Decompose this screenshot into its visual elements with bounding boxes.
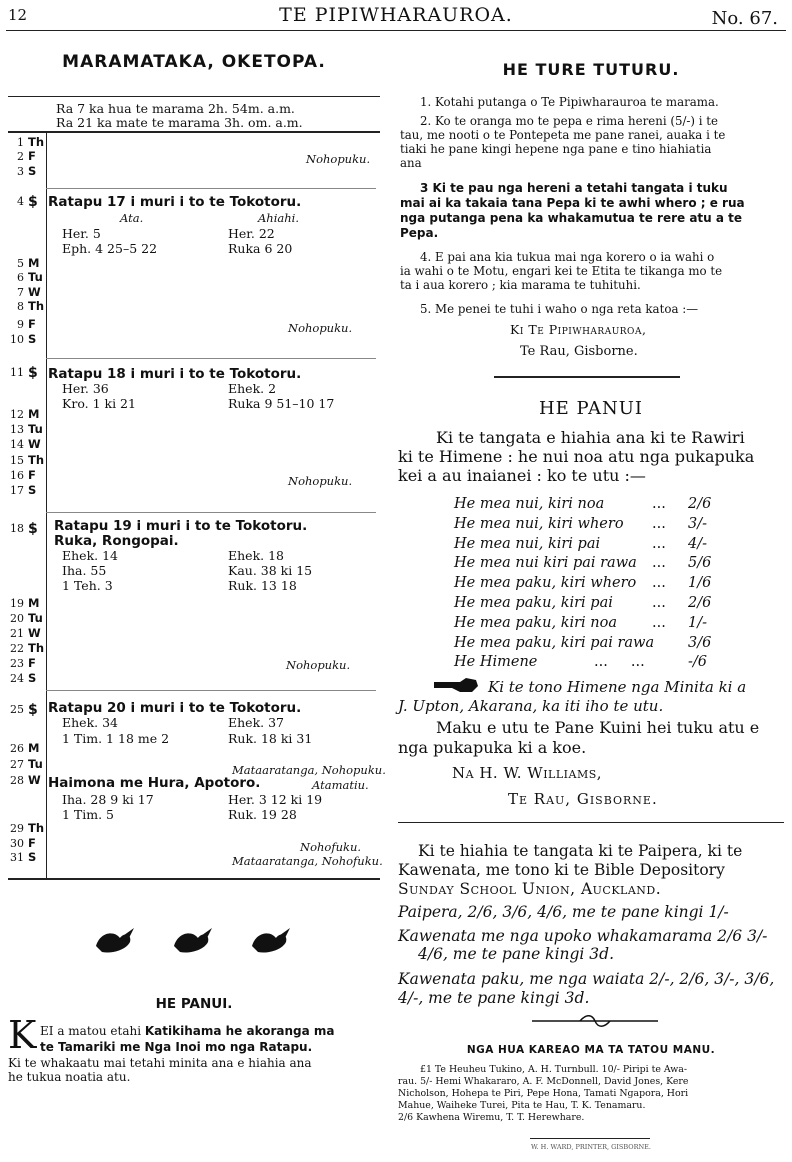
minister-note: J. Upton, Akarana, ka iti iho te utu. — [398, 697, 664, 715]
hymn-price-row — [454, 615, 754, 633]
day-number: 5 — [17, 257, 24, 270]
hymn-notice-heading: HE PANUI — [538, 398, 644, 419]
day-number: 24 — [10, 672, 24, 685]
day-number: 1 — [17, 136, 24, 149]
publication-title: TE PIPIWHARAUROA. — [279, 4, 513, 26]
weekday-letter: Th — [28, 641, 45, 655]
minister-note: Ki te tono Himene nga Minita ki a — [488, 678, 747, 696]
weekday-letter: F — [28, 317, 36, 331]
moon-phase-new: Ra 21 ka mate te marama 3h. om. a.m. — [56, 115, 303, 130]
hymn-price-row — [454, 595, 754, 613]
hymn-item-price: 3/- — [688, 515, 708, 532]
weekday-letter: Th — [28, 135, 45, 149]
rule-2: tiaki he pane kingi hepene nga pane e tino hiahiatia — [400, 142, 712, 156]
bible-price: Kawenata paku, me nga waiata 2/-, 2/6, 3/-, 3/6, — [398, 970, 775, 988]
fast-note: Nohofuku. — [300, 840, 362, 854]
week-rule — [46, 358, 376, 359]
calendar-bottom-rule — [8, 878, 380, 880]
day-number: 25 — [10, 703, 24, 716]
vigil-fast-note: Mataaratanga, Nohofuku. — [232, 854, 383, 868]
reading: Ruk. 13 18 — [228, 578, 297, 593]
sunday-marker: $ — [28, 702, 38, 718]
sunday-marker: $ — [28, 365, 38, 381]
receipts-line: rau. 5/- Hemi Whakararo, A. F. McDonnell, David Jones, Kere — [398, 1076, 689, 1087]
left-notice-heading: HE PANUI. — [155, 996, 233, 1012]
day-number: 13 — [10, 423, 24, 436]
section-rule — [494, 376, 680, 378]
hymn-price-row — [454, 635, 754, 653]
hymn-item-name: He mea nui, kiri whero — [454, 515, 624, 532]
weekday-letter: S — [28, 671, 37, 685]
leader-dots: ... — [652, 535, 666, 552]
bible-price: 4/-, me te pane kingi 3d. — [398, 989, 590, 1007]
receipts-line: 2/6 Kawhena Wiremu, T. T. Herewhare. — [398, 1112, 585, 1123]
weekday-letter: M — [28, 256, 40, 270]
printer-imprint: W. H. WARD, PRINTER, GISBORNE. — [531, 1143, 651, 1151]
receipts-line: Nicholson, Hohepa te Piri, Pepe Hona, Tamati Ngapora, Hori — [398, 1088, 689, 1099]
calendar-top-rule — [8, 96, 380, 97]
rule-1: 1. Kotahi putanga o Te Pipiwharauroa te marama. — [420, 95, 719, 109]
section-rule — [398, 822, 784, 823]
hymn-price-row — [454, 536, 754, 554]
weekday-letter: M — [28, 596, 40, 610]
day-number: 19 — [10, 597, 24, 610]
weekday-letter: S — [28, 850, 37, 864]
weekday-letter: W — [28, 285, 41, 299]
morning-label: Ata. — [120, 211, 144, 225]
hymn-price-row — [454, 575, 754, 593]
rule-3: mai ai ka takaia tana Pepa ki te awhi whero ; e rua — [400, 196, 745, 210]
weekday-letter: Th — [28, 453, 45, 467]
day-number: 7 — [17, 286, 24, 299]
hymn-item-price: -/6 — [688, 654, 708, 671]
weekday-letter: F — [28, 468, 36, 482]
weekday-letter: S — [28, 332, 37, 346]
rule-3: nga putanga pena ka whakamutua te rere atu a te — [400, 211, 743, 225]
address-line: Ki Te Pipiwharauroa, — [510, 322, 647, 337]
day-number: 3 — [17, 165, 24, 178]
rule-3: Pepa. — [400, 226, 439, 240]
address-line: Te Rau, Gisborne. — [520, 344, 638, 359]
bird-ornament-icon — [96, 928, 134, 953]
hymn-item-price: 4/- — [688, 535, 708, 552]
hymn-price-row — [454, 555, 754, 573]
dropcap: K — [8, 1013, 37, 1057]
signature-place: Te Rau, Gisborne. — [508, 790, 658, 808]
left-notice-line: EI a matou etahi Katikihama he akoranga ma — [40, 1024, 335, 1038]
calendar-rule — [8, 131, 380, 133]
weekday-letter: Th — [28, 299, 45, 313]
weekday-letter: Tu — [28, 757, 43, 771]
athanasian-note: Atamatiu. — [312, 778, 369, 792]
hymn-item-name: He mea nui, kiri noa — [454, 496, 605, 512]
rule-5: 5. Me penei te tuhi i waho o nga reta katoa :— — [420, 302, 698, 316]
day-number: 15 — [10, 454, 24, 467]
st-luke-title: Ruka, Rongopai. — [54, 533, 179, 549]
leader-dots: ... — [652, 515, 666, 532]
rule-2: tau, me nooti o te Pontepeta me pane ranei, auaka i te — [400, 128, 726, 142]
week-rule — [46, 690, 376, 691]
day-number: 16 — [10, 469, 24, 482]
left-notice-line: Ki te whakaatu mai tetahi minita ana e hiahia ana — [8, 1056, 312, 1070]
hymn-item-price: 1/- — [688, 614, 708, 631]
reading: Ruka 9 51–10 17 — [228, 396, 335, 411]
bird-ornament-icon — [174, 928, 212, 953]
simon-jude-title: Haimona me Hura, Apotoro. — [48, 775, 261, 791]
moon-phase-full: Ra 7 ka hua te marama 2h. 54m. a.m. — [56, 101, 295, 116]
day-number: 27 — [10, 758, 24, 771]
day-number: 21 — [10, 627, 24, 640]
bird-ornament-row — [90, 924, 300, 960]
week-rule — [46, 512, 376, 513]
hymn-item-name: He mea paku, kiri whero — [454, 575, 637, 592]
vigil-fast-note: Mataaratanga, Nohopuku. — [232, 763, 386, 777]
day-number: 11 — [10, 366, 24, 379]
reading: Iha. 55 — [62, 563, 107, 578]
sunday-marker: $ — [28, 194, 38, 210]
rule-4: ia wahi o te Motu, engari kei te Etita te tikanga mo te — [400, 264, 723, 278]
left-notice-line: te Tamariki me Nga Inoi mo nga Ratapu. — [40, 1040, 313, 1054]
rule-4: ta i aua korero ; kia marama te tuhituhi. — [400, 278, 641, 292]
day-number: 26 — [10, 742, 24, 755]
day-number: 6 — [17, 271, 24, 284]
reading: Ehek. 34 — [62, 715, 118, 730]
receipts-line: £1 Te Heuheu Tukino, A. H. Turnbull. 10/- Piripi te Awa- — [420, 1064, 688, 1075]
hymn-item-price: 5/6 — [688, 555, 712, 572]
calendar-column-divider — [46, 133, 47, 878]
hymn-item-price: 3/6 — [688, 634, 712, 651]
left-notice-line: he tukua noatia atu. — [8, 1070, 131, 1084]
reading: 1 Teh. 3 — [62, 578, 113, 593]
bible-notice: Kawenata, me tono ki te Bible Depository — [398, 861, 725, 879]
bible-price: Kawenata me nga upoko whakamarama 2/6 3/- — [398, 927, 768, 945]
day-number: 22 — [10, 642, 24, 655]
reading: Ehek. 14 — [62, 548, 118, 563]
sunday-19-title: Ratapu 19 i muri i to te Tokotoru. — [54, 518, 308, 534]
rule-3: 3 Ki te pau nga hereni a tetahi tangata i tuku — [420, 181, 728, 195]
sunday-marker: $ — [28, 521, 38, 537]
bird-ornament-icon — [252, 928, 290, 953]
day-number: 8 — [17, 300, 24, 313]
hymn-item-price: 2/6 — [688, 595, 712, 611]
leader-dots: ... — [652, 575, 666, 592]
rule-2: ana — [400, 156, 422, 170]
reading: Her. 36 — [62, 381, 109, 396]
issue-number: No. 67. — [711, 8, 778, 29]
receipts-heading: NGA HUA KAREAO MA TA TATOU MANU. — [466, 1044, 716, 1056]
weekday-letter: S — [28, 164, 37, 178]
reading: Eph. 4 25–5 22 — [62, 241, 158, 256]
hymn-price-row — [454, 496, 754, 514]
reading: Iha. 28 9 ki 17 — [62, 792, 154, 807]
hymn-intro: ki te Himene : he nui noa atu nga pukapuka — [398, 447, 755, 466]
reading: Kau. 38 ki 15 — [228, 563, 313, 578]
day-number: 29 — [10, 822, 24, 835]
leader-dots: ... — [652, 595, 666, 611]
hymn-item-name: He Himene — [454, 654, 538, 671]
day-number: 17 — [10, 484, 24, 497]
header-rule — [6, 30, 786, 31]
weekday-letter: Tu — [28, 422, 43, 436]
reading: Ruk. 19 28 — [228, 807, 297, 822]
reading: Ehek. 37 — [228, 715, 284, 730]
footer-rule — [530, 1138, 650, 1139]
hymn-item-name: He mea nui, kiri pai — [454, 535, 601, 552]
weekday-letter: Tu — [28, 611, 43, 625]
reading: Ruka 6 20 — [228, 241, 293, 256]
hymn-item-name: He mea paku, kiri pai rawa — [454, 634, 655, 651]
reading: Kro. 1 ki 21 — [62, 396, 136, 411]
reading: 1 Tim. 5 — [62, 807, 115, 822]
weekday-letter: W — [28, 626, 41, 640]
leader-dots: ... — [652, 496, 666, 512]
leader-dots: ... ... — [594, 654, 645, 671]
leader-dots: ... — [652, 614, 666, 631]
weekday-letter: M — [28, 407, 40, 421]
weekday-letter: S — [28, 483, 37, 497]
day-number: 23 — [10, 657, 24, 670]
day-number: 20 — [10, 612, 24, 625]
fast-note: Nohopuku. — [288, 474, 353, 488]
evening-label: Ahiahi. — [258, 211, 299, 225]
hymn-item-name: He mea paku, kiri pai — [454, 595, 613, 611]
leader-dots: ... — [652, 555, 666, 572]
day-number: 4 — [17, 195, 24, 208]
hymn-item-name: He mea nui kiri pai rawa — [454, 555, 637, 572]
day-number: 31 — [10, 851, 24, 864]
sunday-20-title: Ratapu 20 i muri i to te Tokotoru. — [48, 700, 302, 716]
weekday-letter: W — [28, 773, 41, 787]
hymn-price-row — [454, 516, 754, 534]
day-number: 2 — [17, 150, 24, 163]
receipts-line: Mahue, Waiheke Turei, Pita te Hau, T. K. Tenamaru. — [398, 1100, 646, 1111]
reading: Ehek. 2 — [228, 381, 277, 396]
scroll-ornament — [530, 1014, 660, 1028]
reading: Ruk. 18 ki 31 — [228, 731, 313, 746]
bible-notice: Ki te hiahia te tangata ki te Paipera, ki te — [418, 842, 743, 860]
calendar-days — [0, 0, 60, 1162]
day-number: 28 — [10, 774, 24, 787]
day-number: 30 — [10, 837, 24, 850]
rule-2: 2. Ko te oranga mo te pepa e rima hereni (5/-) i te — [420, 114, 719, 128]
reading: Her. 5 — [62, 226, 101, 241]
reading: 1 Tim. 1 18 me 2 — [62, 731, 170, 746]
hymn-item-name: He mea paku, kiri noa — [454, 614, 618, 631]
hymn-intro: kei a au inaianei : ko te utu :— — [398, 466, 646, 485]
fast-note: Nohopuku. — [306, 152, 371, 166]
calendar-title: MARAMATAKA, OKETOPA. — [62, 52, 326, 72]
reading: Ehek. 18 — [228, 548, 284, 563]
sunday-18-title: Ratapu 18 i muri i to te Tokotoru. — [48, 366, 302, 382]
postage-note: nga pukapuka ki a koe. — [398, 738, 587, 757]
weekday-letter: Tu — [28, 270, 43, 284]
signature: Na H. W. Williams, — [452, 764, 603, 782]
bible-notice: Sunday School Union, Auckland. — [398, 880, 662, 898]
bible-price: Paipera, 2/6, 3/6, 4/6, me te pane kingi 1/- — [398, 903, 729, 921]
hymn-price-row — [454, 654, 754, 672]
page-header — [0, 2, 792, 30]
pointing-hand-icon — [432, 676, 482, 696]
fast-note: Nohopuku. — [288, 321, 353, 335]
weekday-letter: F — [28, 149, 36, 163]
reading: Her. 22 — [228, 226, 275, 241]
day-number: 14 — [10, 438, 24, 451]
weekday-letter: M — [28, 741, 40, 755]
reading: Her. 3 12 ki 19 — [228, 792, 323, 807]
hymn-item-price: 2/6 — [688, 496, 712, 512]
rules-heading: HE TURE TUTURU. — [502, 60, 680, 79]
weekday-letter: F — [28, 656, 36, 670]
weekday-letter: Th — [28, 821, 45, 835]
day-number: 10 — [10, 333, 24, 346]
week-rule — [46, 188, 376, 189]
rule-4: 4. E pai ana kia tukua mai nga korero o ia wahi o — [420, 250, 715, 264]
page-number: 12 — [8, 6, 28, 24]
day-number: 18 — [10, 522, 24, 535]
postage-note: Maku e utu te Pane Kuini hei tuku atu e — [436, 718, 760, 737]
sunday-17-title: Ratapu 17 i muri i to te Tokotoru. — [48, 194, 302, 210]
day-number: 12 — [10, 408, 24, 421]
weekday-letter: W — [28, 437, 41, 451]
bible-price: 4/6, me te pane kingi 3d. — [418, 945, 615, 963]
hymn-item-price: 1/6 — [688, 575, 712, 592]
fast-note: Nohopuku. — [286, 658, 351, 672]
day-number: 9 — [17, 318, 24, 331]
weekday-letter: F — [28, 836, 36, 850]
hymn-intro: Ki te tangata e hiahia ana ki te Rawiri — [436, 428, 745, 447]
